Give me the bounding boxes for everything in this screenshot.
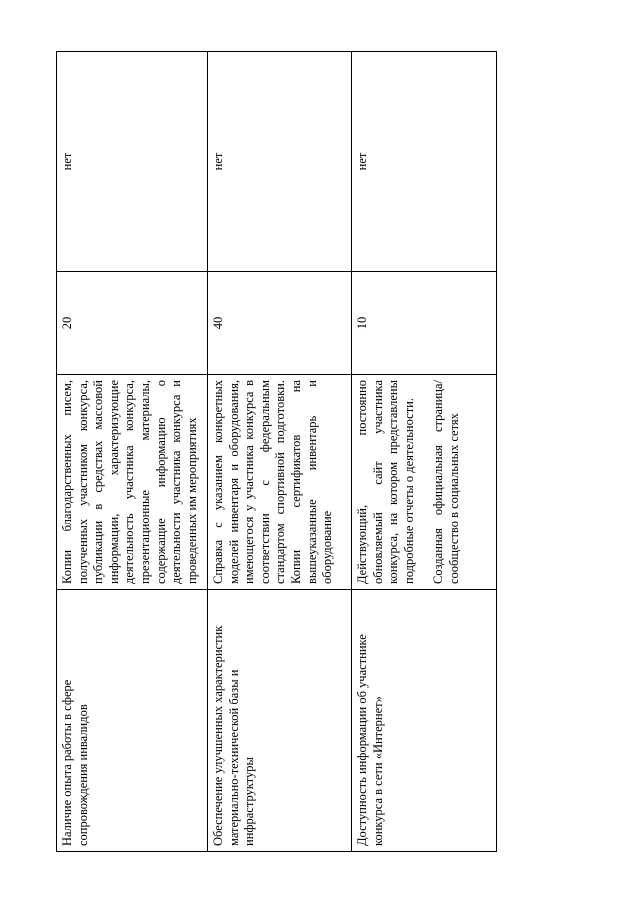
rotated-table-sheet	[56, 52, 496, 852]
evidence-paragraph: Созданная официальная страница/сообщество в социальных сетях	[431, 380, 461, 584]
note-cell: нет	[352, 52, 497, 272]
evidence-cell	[352, 375, 497, 590]
evidence-cell	[208, 375, 352, 590]
points-cell: 20	[57, 272, 208, 375]
points-cell: 10	[352, 272, 497, 375]
points-cell: 40	[208, 272, 352, 375]
table-row	[352, 52, 497, 852]
evidence-paragraph: Справка с указанием конкретных моделей инвентаря и оборудования, имеющегося у участника конкурса в соответствии с федеральным стандартом спортивной подготовки. Копии сертификатов на вышеуказанные инвентарь и оборудование	[211, 380, 335, 584]
criterion-cell: Доступность информации об участнике конкурса в сети «Интернет»	[352, 590, 497, 852]
criterion-cell: Обеспечение улучшенных характеристик материально-технической базы и инфраструктуры	[208, 590, 352, 852]
table-row	[208, 52, 352, 852]
table-row	[57, 52, 208, 852]
note-cell: нет	[57, 52, 208, 272]
criterion-cell: Наличие опыта работы в сфере сопровождения инвалидов	[57, 590, 208, 852]
evidence-paragraph: Действующий, постоянно обновляемый сайт участника конкурса, на котором представлены подробные отчеты о деятельности.	[355, 380, 416, 584]
rotated-page-area	[56, 52, 496, 852]
criteria-table	[56, 51, 497, 852]
note-cell: нет	[208, 52, 352, 272]
evidence-paragraph: Копии благодарственных писем, полученных участником конкурса, публикации в средствах массовой информации, характеризующие деятельность участника конкурса, презентационные материалы, содержащие информацию о деятельности участника конкурса и проведенных им мероприятиях	[60, 380, 199, 584]
evidence-cell	[57, 375, 208, 590]
